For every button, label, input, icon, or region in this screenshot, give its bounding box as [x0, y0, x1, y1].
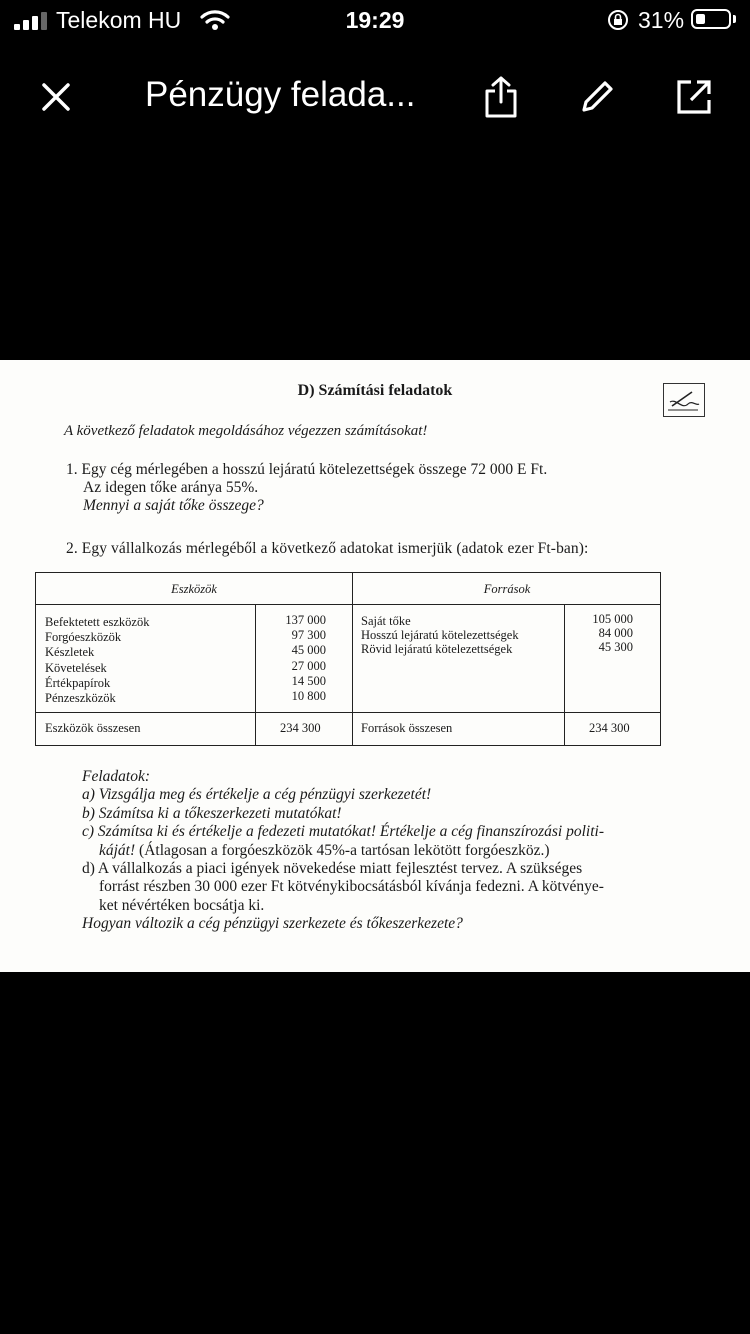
edit-icon — [578, 78, 616, 116]
close-icon — [40, 81, 72, 113]
task-b: b) Számítsa ki a tőkeszerkezeti mutatókat! — [82, 804, 342, 822]
asset-label: Forgóeszközök — [45, 630, 122, 645]
final-question: Hogyan változik a cég pénzügyi szerkezete és tőkeszerkezete? — [82, 915, 463, 933]
task-a: a) Vizsgálja meg és értékelje a cég pénzügyi szerkezetét! — [82, 786, 432, 804]
liabilities-total-label: Források összesen — [361, 721, 453, 735]
liabilities-labels — [361, 614, 519, 656]
liabilities-header: Források — [483, 582, 531, 596]
tasks-heading: Feladatok: — [82, 768, 151, 785]
balance-sheet-table — [35, 572, 661, 746]
liability-label: Hosszú lejáratú kötelezettségek — [361, 628, 519, 642]
task-c-continued — [82, 842, 672, 860]
task-c-italic: káját! — [99, 841, 136, 859]
share-button[interactable] — [474, 70, 528, 124]
asset-value: 137 000 — [285, 613, 326, 627]
liability-value: 84 000 — [598, 626, 633, 640]
asset-value: 97 300 — [291, 628, 326, 643]
question-1-line: Az idegen tőke aránya 55%. — [83, 479, 259, 496]
assets-labels — [45, 615, 149, 706]
writing-task-icon — [663, 383, 705, 417]
asset-value: 45 000 — [291, 643, 326, 658]
assets-values — [258, 613, 326, 704]
battery-icon — [691, 9, 731, 29]
document-page[interactable] — [0, 360, 750, 972]
liability-label: Rövid lejáratú kötelezettségek — [361, 642, 513, 656]
clock: 19:29 — [345, 7, 405, 33]
asset-label: Értékpapírok — [45, 675, 111, 690]
instructions-text: A következő feladatok megoldásához végezzen számításokat! — [64, 423, 428, 439]
task-d: d) A vállalkozás a piaci igények növekedése miatt fejlesztést tervez. A szükséges — [82, 860, 583, 878]
question-2: 2. Egy vállalkozás mérlegéből a következő adatokat ismerjük (adatok ezer Ft-ban): — [66, 540, 589, 557]
task-d-line: forrást részben 30 000 ezer Ft kötvénykibocsátásból kívánja fedezni. A kötvénye- — [99, 878, 604, 896]
asset-label: Készletek — [45, 645, 95, 660]
nav-bar — [0, 60, 750, 135]
liability-value: 105 000 — [592, 612, 633, 626]
liability-label: Saját tőke — [361, 614, 411, 628]
liabilities-values — [566, 612, 633, 654]
task-c-note: (Átlagosan a forgóeszközök 45%-a tartósan lekötött forgóeszköz.) — [135, 841, 550, 859]
asset-value: 27 000 — [291, 658, 326, 673]
open-external-icon — [675, 78, 713, 116]
share-icon — [483, 75, 519, 119]
carrier-name: Telekom HU — [56, 7, 182, 33]
open-external-button[interactable] — [667, 70, 721, 124]
assets-header: Eszközök — [171, 582, 217, 596]
battery-nub — [733, 15, 736, 23]
tasks-section — [82, 768, 672, 934]
battery-percent: 31% — [638, 7, 685, 33]
asset-value: 10 800 — [291, 689, 326, 704]
liability-value: 45 300 — [598, 640, 633, 654]
close-button[interactable] — [29, 70, 83, 124]
asset-label: Pénzeszközök — [45, 691, 116, 706]
asset-label: Követelések — [45, 660, 107, 675]
asset-label: Befektetett eszközök — [45, 615, 150, 629]
question-1-line: 1. Egy cég mérlegében a hosszú lejáratú kötelezettségek összege 72 000 E Ft. — [66, 461, 548, 478]
assets-total-label: Eszközök összesen — [45, 721, 141, 735]
page-title: Pénzügy felada... — [145, 75, 416, 114]
document-title: D) Számítási feladatok — [297, 382, 453, 399]
rotation-lock-icon — [606, 9, 630, 31]
status-bar — [0, 0, 750, 40]
task-c: c) Számítsa ki és értékelje a fedezeti mutatókat! Értékelje a cég finanszírozási politi- — [82, 823, 604, 841]
question-1-question: Mennyi a saját tőke összege? — [83, 497, 264, 514]
question-1 — [66, 461, 547, 515]
task-d-line: ket névértéken bocsátja ki. — [99, 896, 265, 914]
liabilities-total-value: 234 300 — [589, 721, 630, 735]
assets-total-value: 234 300 — [280, 721, 321, 735]
edit-button[interactable] — [570, 70, 624, 124]
asset-value: 14 500 — [291, 673, 326, 688]
